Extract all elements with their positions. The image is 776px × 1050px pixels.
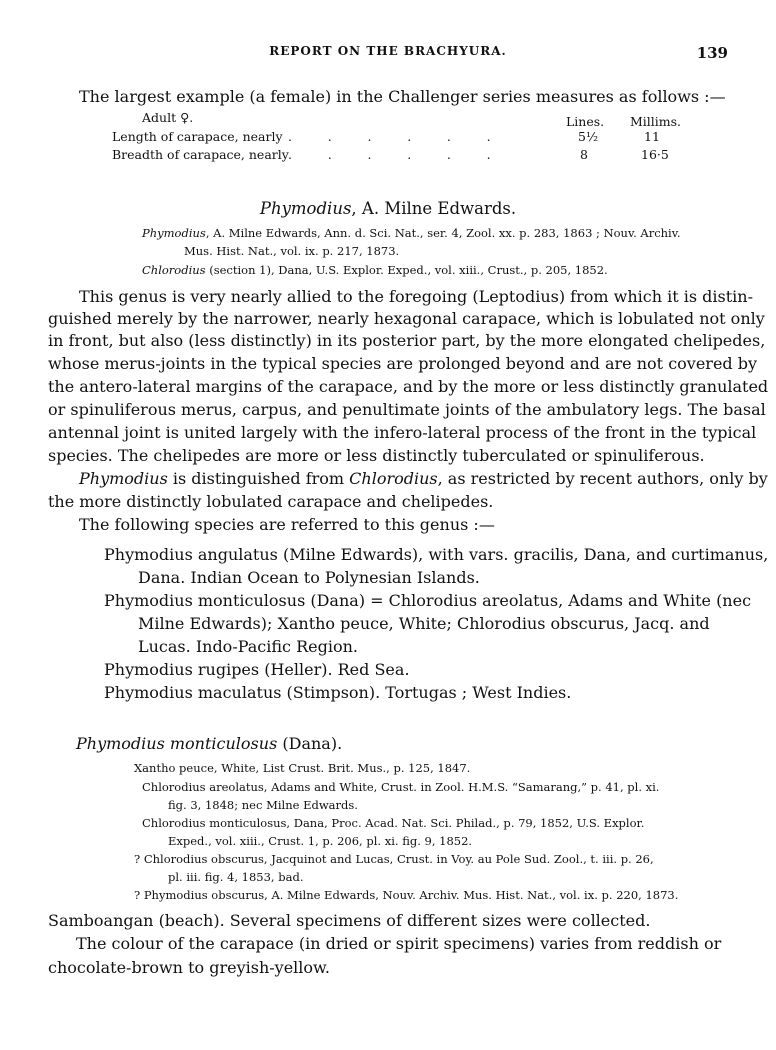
taxon-name: Phymodius bbox=[79, 469, 168, 488]
species-entry: Phymodius angulatus (Milne Edwards), with vars. gracilis, Dana, and curtimanus, bbox=[104, 545, 769, 564]
measure-row-leader: . . . . . . bbox=[288, 147, 491, 162]
ref-text: (section 1), Dana, U.S. Explor. Exped., vol. xiii., Crust., p. 205, 1852. bbox=[205, 263, 608, 277]
colour-note-line: The colour of the carapace (in dried or spirit specimens) varies from reddish or bbox=[76, 934, 722, 953]
species-entry: Phymodius monticulosus (Dana) = Chlorodius areolatus, Adams and White (nec bbox=[104, 591, 752, 610]
species-ref: Exped., vol. xiii., Crust. 1, p. 206, pl. xi. fig. 9, 1852. bbox=[168, 834, 473, 848]
paragraph-line: in front, but also (less distinctly) in its posterior part, by the more elongated chelipedes, bbox=[48, 331, 766, 350]
measure-row-label: Length of carapace, nearly bbox=[112, 129, 283, 144]
paragraph-line: This genus is very nearly allied to the foregoing (Leptodius) from which it is distin- bbox=[79, 287, 753, 306]
ref-taxon: Phymodius bbox=[142, 226, 206, 240]
text-run: , as restricted by recent authors, only by bbox=[437, 469, 768, 488]
intro-line: The largest example (a female) in the Challenger series measures as follows :— bbox=[79, 87, 726, 106]
colour-note-line: chocolate-brown to greyish-yellow. bbox=[48, 958, 330, 977]
species-ref: ? Phymodius obscurus, A. Milne Edwards, Nouv. Archiv. Mus. Hist. Nat., vol. ix. p. 220, 1873. bbox=[134, 888, 679, 902]
species-ref: fig. 3, 1848; nec Milne Edwards. bbox=[168, 798, 358, 812]
measure-row-lines: 8 bbox=[580, 147, 588, 162]
paragraph-line bbox=[79, 468, 768, 489]
species-entry: Milne Edwards); Xantho peuce, White; Chlorodius obscurus, Jacq. and bbox=[138, 614, 710, 633]
paragraph-line: or spinuliferous merus, carpus, and penultimate joints of the ambulatory legs. The basal bbox=[48, 400, 766, 419]
measure-row-lines: 5½ bbox=[578, 129, 599, 144]
genus-author: , A. Milne Edwards. bbox=[351, 199, 517, 218]
measure-subject: Adult ♀. bbox=[142, 110, 194, 125]
species-entry: Phymodius maculatus (Stimpson). Tortugas ; West Indies. bbox=[104, 683, 572, 702]
paragraph-line: the antero-lateral margins of the carapace, and by the more or less distinctly granulated bbox=[48, 377, 769, 396]
measure-col-millims: Millims. bbox=[630, 114, 682, 129]
species-ref: Chlorodius monticulosus, Dana, Proc. Acad. Nat. Sci. Philad., p. 79, 1852, U.S. Explor. bbox=[142, 816, 645, 830]
paragraph-line: species. The chelipedes are more or less distinctly tuberculated or spinuliferous. bbox=[48, 446, 705, 465]
page-number: 139 bbox=[696, 44, 728, 62]
measure-row-label: Breadth of carapace, nearly bbox=[112, 147, 289, 162]
paragraph-line: the more distinctly lobulated carapace and chelipedes. bbox=[48, 492, 494, 511]
genus-ref bbox=[142, 225, 681, 241]
species-ref: ? Chlorodius obscurus, Jacquinot and Lucas, Crust. in Voy. au Pole Sud. Zool., t. iii. p. 26, bbox=[134, 852, 654, 866]
measure-col-lines: Lines. bbox=[566, 114, 605, 129]
species-heading bbox=[76, 733, 342, 754]
taxon-name: Chlorodius bbox=[349, 469, 438, 488]
running-header: REPORT ON THE BRACHYURA. bbox=[269, 44, 507, 58]
species-ref: pl. iii. fig. 4, 1853, bad. bbox=[168, 870, 304, 884]
measure-row-millims: 11 bbox=[644, 129, 660, 144]
locality-line: Samboangan (beach). Several specimens of different sizes were collected. bbox=[48, 911, 651, 930]
paragraph-line: whose merus-joints in the typical species are prolonged beyond and are not covered by bbox=[48, 354, 758, 373]
species-entry: Dana. Indian Ocean to Polynesian Islands. bbox=[138, 568, 480, 587]
species-entry: Lucas. Indo-Pacific Region. bbox=[138, 637, 358, 656]
genus-ref bbox=[142, 262, 608, 278]
species-intro: The following species are referred to this genus :— bbox=[79, 515, 495, 534]
genus-ref bbox=[184, 243, 399, 259]
ref-text: Mus. Hist. Nat., vol. ix. p. 217, 1873. bbox=[184, 244, 400, 258]
paragraph-line: guished merely by the narrower, nearly hexagonal carapace, which is lobulated not only bbox=[48, 309, 765, 328]
species-ref: Chlorodius areolatus, Adams and White, Crust. in Zool. H.M.S. “Samarang,” p. 41, pl. xi. bbox=[142, 780, 660, 794]
species-ref: Xantho peuce, White, List Crust. Brit. Mus., p. 125, 1847. bbox=[134, 761, 471, 775]
species-entry: Phymodius rugipes (Heller). Red Sea. bbox=[104, 660, 410, 679]
measure-row-leader: . . . . . . bbox=[288, 129, 491, 144]
species-author: (Dana). bbox=[277, 734, 343, 753]
species-name: Phymodius monticulosus bbox=[76, 734, 278, 753]
genus-heading bbox=[0, 198, 776, 219]
ref-text: , A. Milne Edwards, Ann. d. Sci. Nat., ser. 4, Zool. xx. p. 283, 1863 ; Nouv. Archiv. bbox=[205, 226, 681, 240]
measure-row-millims: 16·5 bbox=[641, 147, 669, 162]
genus-name: Phymodius bbox=[259, 199, 352, 218]
ref-taxon: Chlorodius bbox=[142, 263, 206, 277]
text-run: is distinguished from bbox=[167, 469, 350, 488]
paragraph-line: antennal joint is united largely with the infero-lateral process of the front in the typical bbox=[48, 423, 757, 442]
